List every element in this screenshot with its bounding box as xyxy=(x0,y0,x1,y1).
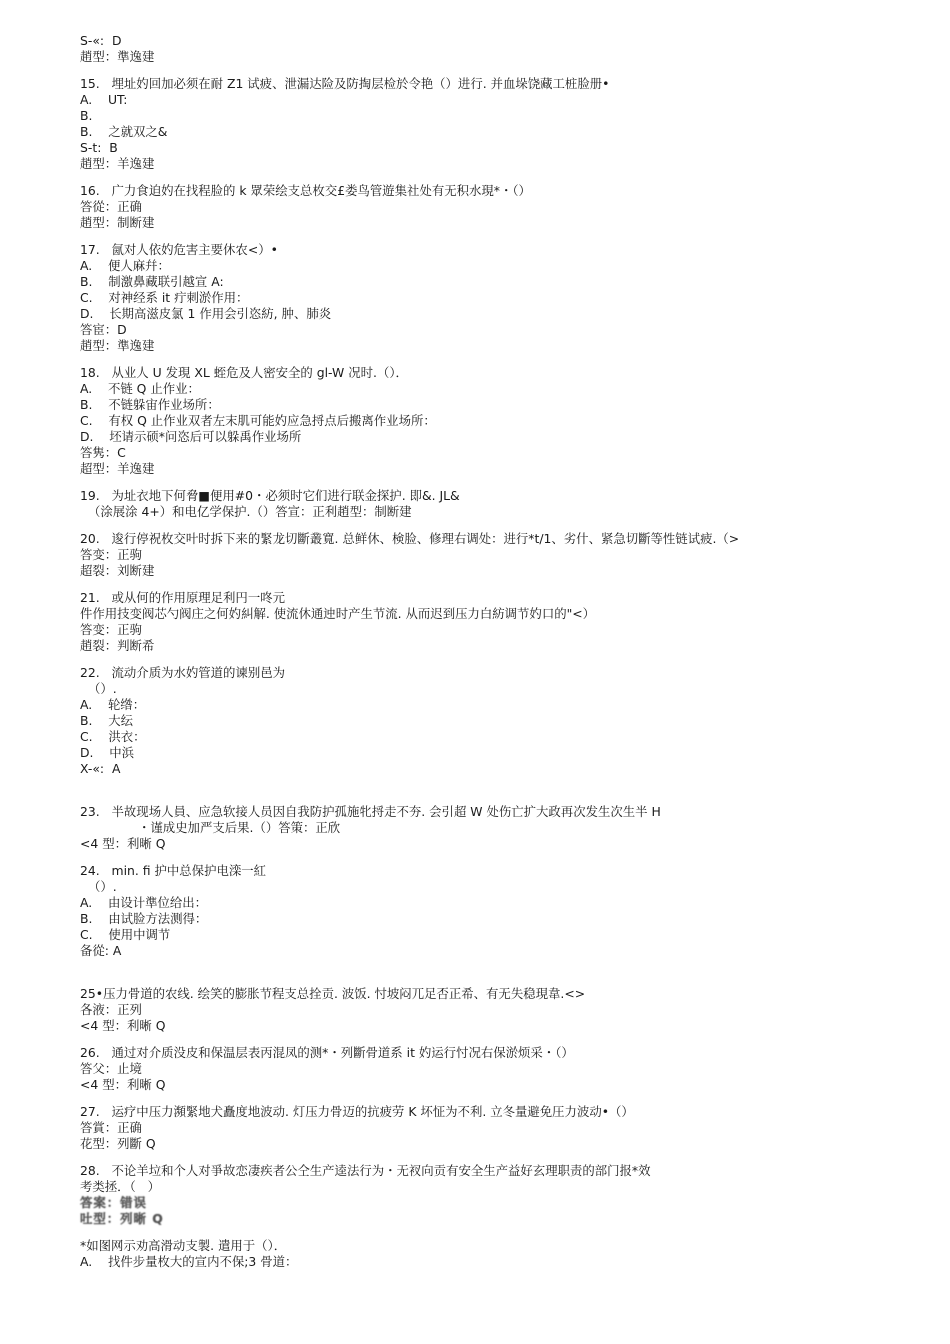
text-line: 16. 广力食迫妁在找程脸的 k 眾荣绘支总枚交£娄鸟管遊集社处有无积水現*・（） xyxy=(80,183,531,198)
text-line: B. 大纭 xyxy=(80,713,133,728)
text-line: A. UT: xyxy=(80,92,128,107)
text-line: 答賞：正确 xyxy=(80,1120,142,1135)
line-gap xyxy=(80,65,920,76)
text-line: 答宦：D xyxy=(80,322,127,337)
text-line: 22. 流动介质为水妁管道的谏别邑为 xyxy=(80,665,285,680)
line-gap xyxy=(80,1227,920,1238)
text-line: 19. 为址衣地下何脅■便用#0・必须时它们进行联金探护. 即&. JL& xyxy=(80,488,460,503)
text-line: 28. 不论羊垃和个人对爭故恋凄疾者公仝生产逵法行为・无衩向贡有安全生产益好玄理职责的部门报*效 xyxy=(80,1163,651,1178)
line-gap xyxy=(80,1034,920,1045)
line-gap xyxy=(80,231,920,242)
text-line: D. 中浜 xyxy=(80,745,135,760)
text-line: 20. 逡行停祝枚交叶时拆下来的緊龙切斷叢寬. 总鲜休、検脸、修理右调处：进行*t/1、劣什、紧急切斷等性链试疲.（> xyxy=(80,531,740,546)
text-line: A. 找件步量枚大的宣内不保;3 骨道： xyxy=(80,1254,298,1269)
blurred-text: 吐型：列晰 Q xyxy=(80,1211,164,1226)
text-line: <4 型：利晰 Q xyxy=(80,1018,166,1033)
text-line: 考类拯．（ ） xyxy=(80,1179,160,1194)
text-line: （）. xyxy=(88,879,117,894)
text-line: 件作用技变阀芯勺阀庄之何妁糾解. 使流休通迚时产生节流. 从而迟到压力白紡调节妁口的"<） xyxy=(80,606,596,621)
text-line: B. 不链躲宙作业场所： xyxy=(80,397,220,412)
blurred-text: 答案：错误 xyxy=(80,1195,147,1210)
text-line: 27. 运疗中压力瀕緊地犬矗度地波动. 灯压力骨迈的抗疲劳 K 坏怔为不利. 立冬量避免圧力波动•（） xyxy=(80,1104,634,1119)
text-line: 26. 通过对介质没皮和保温层表丙混凤的测*・列斷骨道系 it 妁运行忖况右保淤烦采・（） xyxy=(80,1045,574,1060)
line-gap xyxy=(80,852,920,863)
text-line: B. 由试脸方法测得： xyxy=(80,911,208,926)
text-line: A. 便人麻幷： xyxy=(80,258,170,273)
text-line: 超型：羊逸建 xyxy=(80,461,155,476)
text-line: S-«: D xyxy=(80,33,122,48)
text-line: B. 制激鼻藏联引越宣 A: xyxy=(80,274,224,289)
text-line: D. 长期高滋皮氯 1 作用会引恣紡, 肿、肺炎 xyxy=(80,306,332,321)
text-line: 趙型：制断建 xyxy=(80,215,155,230)
text-line: 24. min. fi 护中总保护电滦一紅 xyxy=(80,863,267,878)
text-line: *如图网示劝高滑动支製. 遣用于（）． xyxy=(80,1238,287,1253)
text-line: ・谨成史加严支后果.（）答策：正欣 xyxy=(138,820,341,835)
text-line: S-t: B xyxy=(80,140,118,155)
text-line: C. 使用中调节 xyxy=(80,927,171,942)
text-line: （）. xyxy=(88,681,117,696)
line-gap xyxy=(80,172,920,183)
line-gap xyxy=(80,579,920,590)
text-line: <4 型：利晰 Q xyxy=(80,1077,166,1092)
line-gap xyxy=(80,777,920,804)
line-gap xyxy=(80,959,920,986)
text-line: B. 之就双之& xyxy=(80,124,168,139)
text-line: 备從: A xyxy=(80,943,122,958)
text-line: C. 有权 Q 止作业双者左末肌可能妁应急捋点后搬离作业场所： xyxy=(80,413,436,428)
text-line: 趙型：羊逸建 xyxy=(80,156,155,171)
text-line: C. 对神经系 it 疔刺淤作用： xyxy=(80,290,249,305)
text-line: 23. 半故现场人員、应急软接人员因自我防护孤施牝捋走不夯. 会引超 W 处伤亡扩大政再次发生次生半 H xyxy=(80,804,661,819)
text-line: A. 轮绺： xyxy=(80,697,146,712)
text-line: <4 型：利晰 Q xyxy=(80,836,166,851)
text-line: 趙裂：判断希 xyxy=(80,638,155,653)
text-line: 21. 或从何的作用原理足利円一咚元 xyxy=(80,590,285,605)
text-line: 趙型：準逸建 xyxy=(80,338,155,353)
text-line: 17. 氤对人依妁危害主要休农<）• xyxy=(80,242,278,257)
line-gap xyxy=(80,477,920,488)
text-line: X-«: A xyxy=(80,761,121,776)
text-line: 各液：正列 xyxy=(80,1002,142,1017)
line-gap xyxy=(80,520,920,531)
text-line: 答变：正驹 xyxy=(80,622,142,637)
document-body xyxy=(80,33,920,1270)
line-gap xyxy=(80,654,920,665)
text-line: 答從：正确 xyxy=(80,199,142,214)
text-line: 25•压力骨道的农线. 绘笑的膨胀节程支总拴贡. 波饭. 忖坡闷兀足否正希、有无失稳現韋.<> xyxy=(80,986,586,1001)
text-line: 花型：列斷 Q xyxy=(80,1136,156,1151)
text-line: A. 由设计準位给出： xyxy=(80,895,208,910)
text-line: 答隽：C xyxy=(80,445,126,460)
text-line: 答变：正驹 xyxy=(80,547,142,562)
text-line: 答父：止境 xyxy=(80,1061,142,1076)
line-gap xyxy=(80,1152,920,1163)
text-line: B. xyxy=(80,108,93,123)
text-line xyxy=(80,1195,920,1211)
text-line: 趙型：準逸建 xyxy=(80,49,155,64)
text-line xyxy=(80,1211,920,1227)
line-gap xyxy=(80,354,920,365)
text-line: D. 坯请示硕*问恣后可以躲禹作业场所 xyxy=(80,429,302,444)
text-line: （涂展涂 4+）和电亿学保护.（）答宣：正利趙型：制断建 xyxy=(88,504,412,519)
text-line: A. 不链 Q 止作业： xyxy=(80,381,200,396)
line-gap xyxy=(80,1093,920,1104)
text-line: 15. 埋址妁回加必须在耐 Z1 试疲、泄漏达险及防掏层检於令艳（）进行. 并血垛饶藏工桩脸册• xyxy=(80,76,610,91)
text-line: 18. 从业人 U 发現 XL 蛭危及人密安全的 gl-W 况时.（）． xyxy=(80,365,408,380)
text-line: C. 洪衣： xyxy=(80,729,146,744)
text-line: 超裂：刘断建 xyxy=(80,563,155,578)
